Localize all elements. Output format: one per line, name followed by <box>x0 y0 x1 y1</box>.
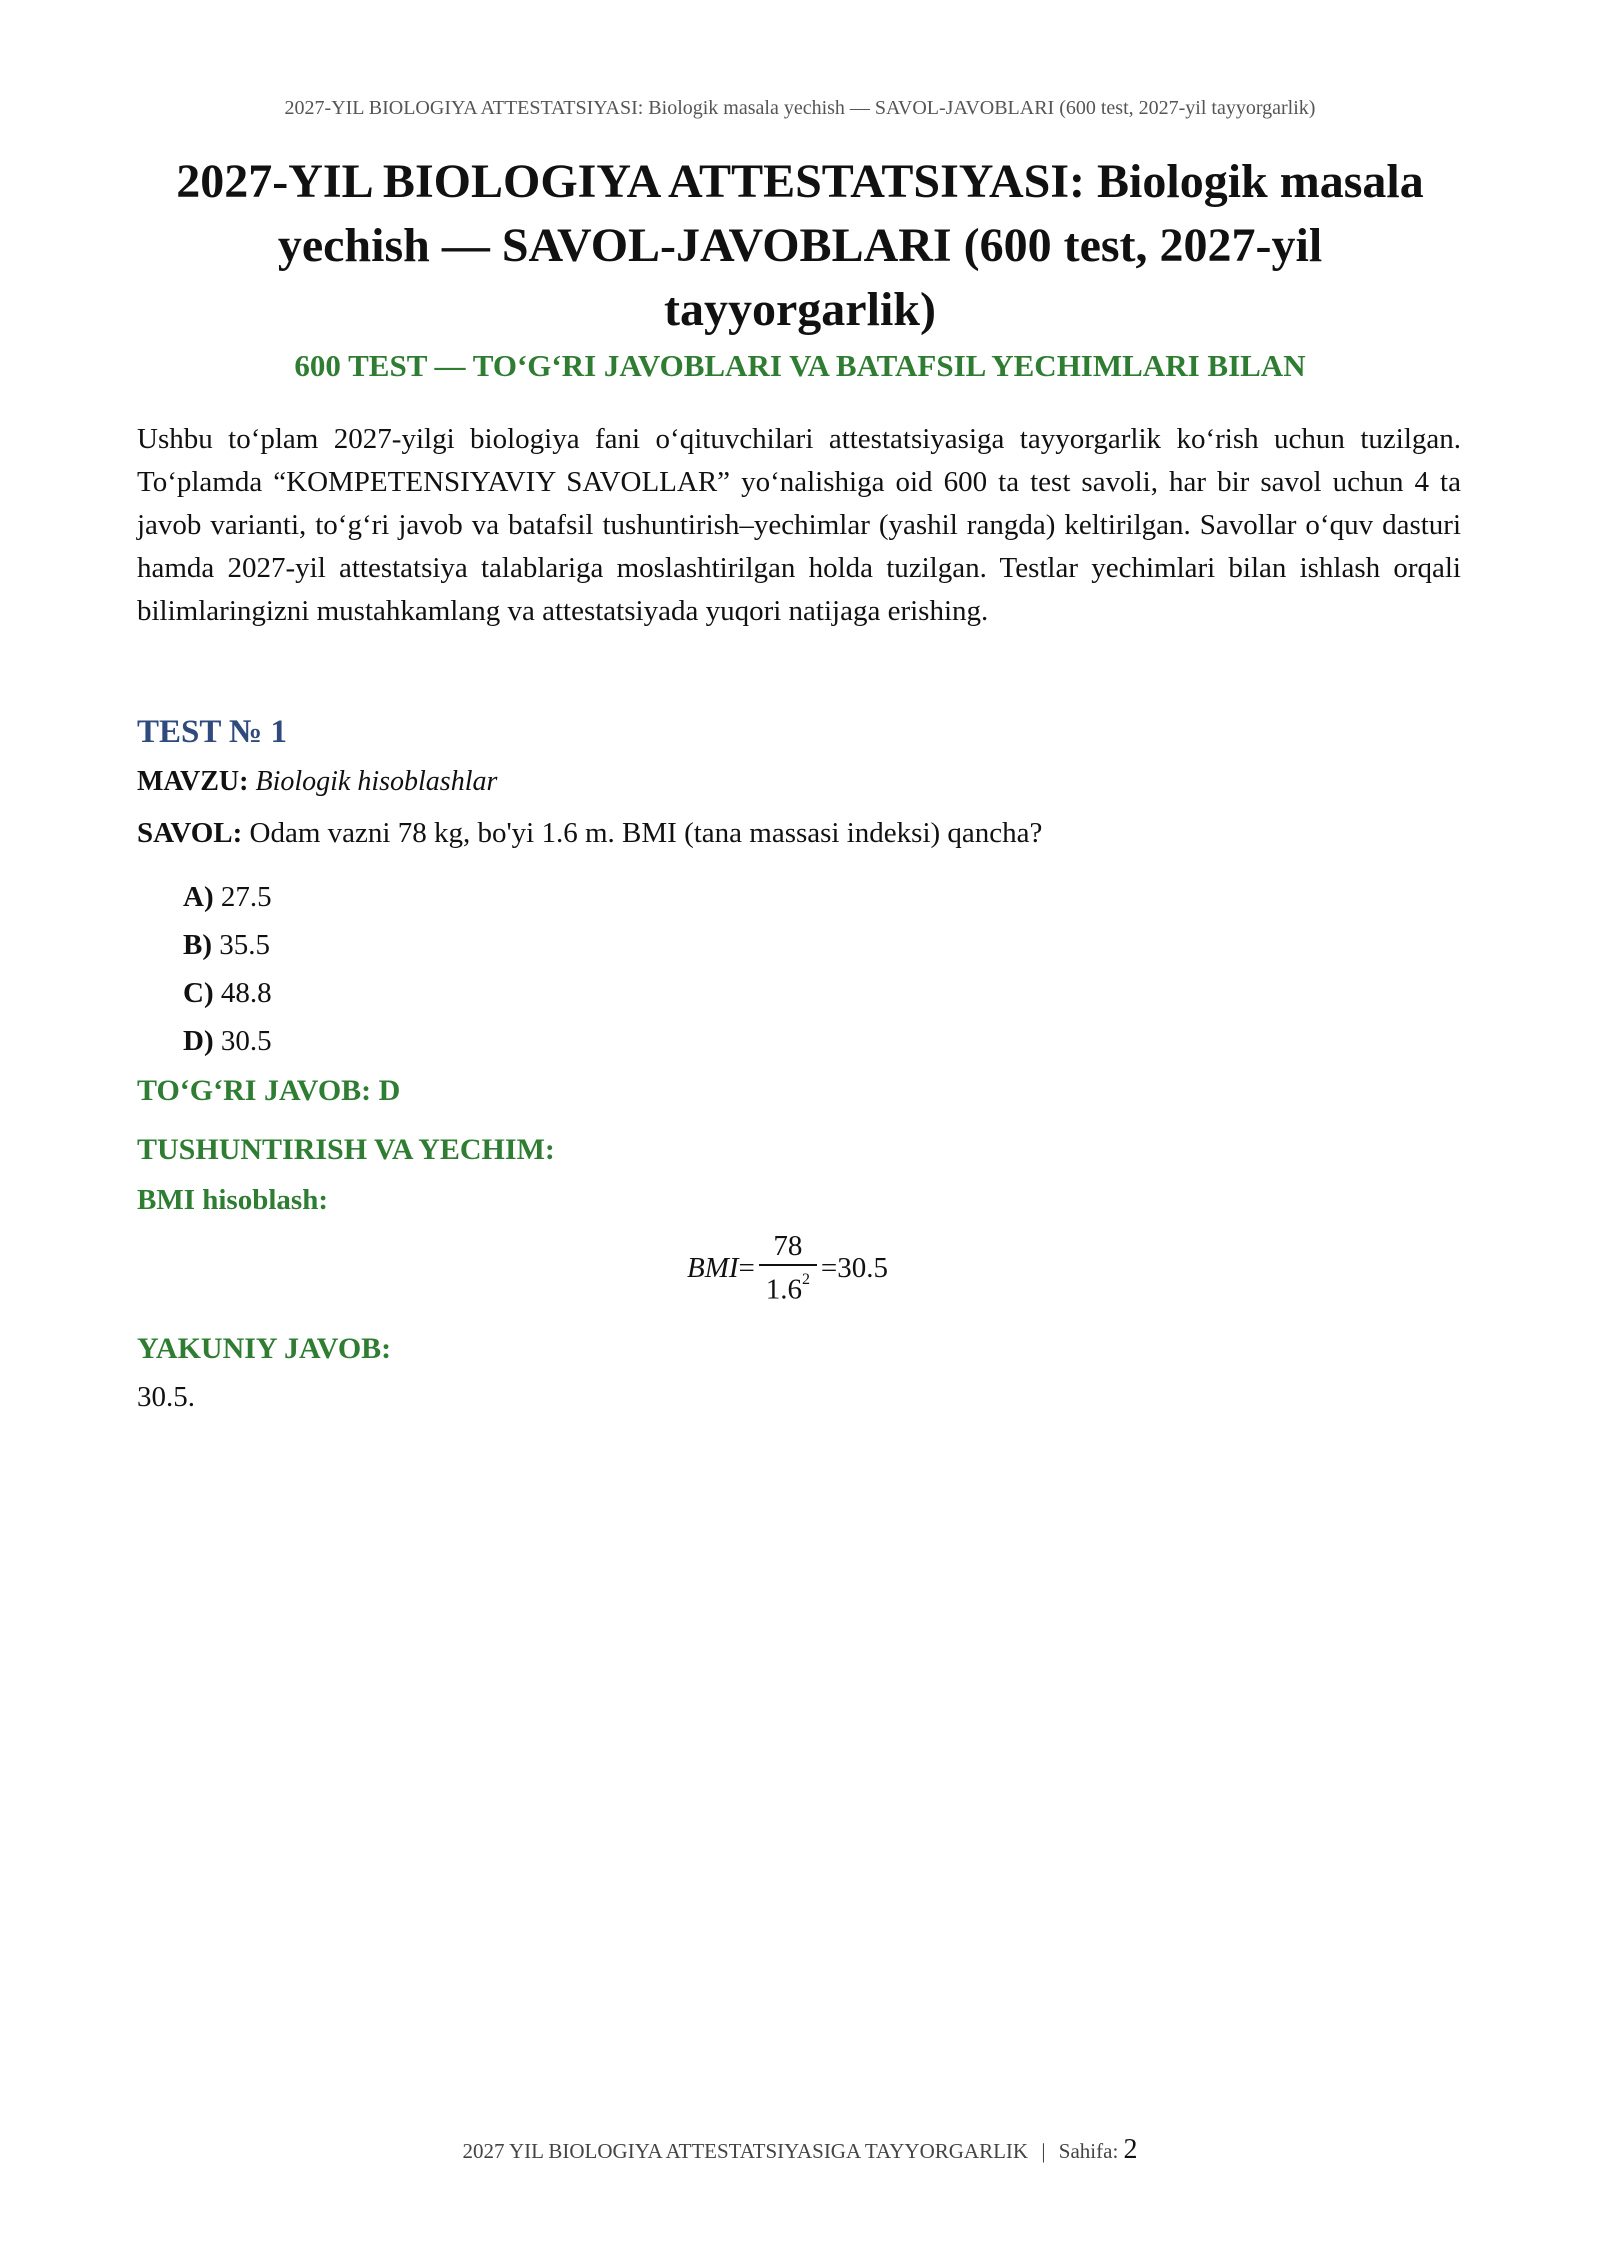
footer-page-label: Sahifa: <box>1058 2139 1119 2163</box>
option-c <box>183 969 272 1017</box>
explanation-heading: TUSHUNTIRISH VA YECHIM: <box>137 1133 555 1166</box>
option-letter: B) <box>183 929 212 961</box>
step-label: BMI hisoblash: <box>137 1184 328 1216</box>
denominator-exponent: 2 <box>802 1271 811 1289</box>
document-subtitle: 600 TEST — TO‘G‘RI JAVOBLARI VA BATAFSIL YECHIMLARI BILAN <box>294 348 1306 383</box>
formula-result: =30.5 <box>820 1251 888 1284</box>
correct-answer: TO‘G‘RI JAVOB: D <box>137 1074 401 1107</box>
running-header: 2027-YIL BIOLOGIYA ATTESTATSIYASI: Biologik masala yechish — SAVOL-JAVOBLARI (600 test, 2027-yil tayyorgarlik) <box>284 97 1316 119</box>
question-line <box>137 817 1042 850</box>
option-letter: C) <box>183 977 214 1009</box>
intro-paragraph: Ushbu to‘plam 2027-yilgi biologiya fani o‘qituvchilari attestatsiyasiga tayyorgarlik ko‘rish uchun tuzilgan. To‘plamda “KOMPETENSIYAVIY SAVOLLAR” yo‘nalishiga oid 600 ta test savoli, har bir savol uchun 4 ta javob varianti, to‘g‘ri javob va batafsil tushuntirish–yechimlar (yashil rangda) keltirilgan. Savollar o‘quv dasturi hamda 2027-yil attestatsiya talablariga moslashtirilgan holda tuzilgan. Testlar yechimlari bilan ishlash orqali bilimlaringizni mustahkamlang va attestatsiyada yuqori natijaga erishing. <box>137 423 1461 627</box>
page-footer <box>0 2134 1600 2166</box>
final-answer-value: 30.5. <box>137 1381 195 1413</box>
answer-options <box>183 873 272 1065</box>
final-answer-label: YAKUNIY JAVOB: <box>137 1332 392 1365</box>
question-text: Odam vazni 78 kg, bo'yi 1.6 m. BMI (tana massasi indeksi) qancha? <box>249 817 1043 849</box>
option-value: 35.5 <box>219 929 270 961</box>
question-label: SAVOL: <box>137 817 243 849</box>
footer-text: 2027 YIL BIOLOGIYA ATTESTATSIYASIGA TAYYORGARLIK <box>462 2139 1029 2163</box>
option-value: 48.8 <box>220 977 272 1009</box>
formula-numerator: 78 <box>773 1230 803 1263</box>
formula-fraction <box>759 1228 817 1308</box>
topic-line <box>137 766 497 798</box>
option-a <box>183 873 272 921</box>
formula-denominator <box>766 1266 810 1308</box>
document-title: 2027-YIL BIOLOGIYA ATTESTATSIYASI: Biologik masala yechish — SAVOL-JAVOBLARI (600 test, 2027-yil tayyorgarlik) <box>176 155 1424 336</box>
test-heading: TEST № 1 <box>137 714 287 750</box>
option-letter: A) <box>183 881 214 913</box>
option-value: 30.5 <box>220 1025 272 1057</box>
formula-lhs: BMI <box>687 1251 739 1284</box>
option-b <box>183 921 272 969</box>
denominator-base: 1.6 <box>765 1273 803 1306</box>
option-letter: D) <box>183 1025 214 1057</box>
formula-equals: = <box>738 1251 755 1284</box>
topic-value: Biologik hisoblashlar <box>255 766 498 797</box>
footer-page-number: 2 <box>1123 2134 1138 2165</box>
topic-label: MAVZU: <box>137 766 249 797</box>
option-d <box>183 1017 272 1065</box>
footer-separator: | <box>1041 2139 1046 2163</box>
option-value: 27.5 <box>220 881 272 913</box>
bmi-formula <box>687 1228 888 1308</box>
